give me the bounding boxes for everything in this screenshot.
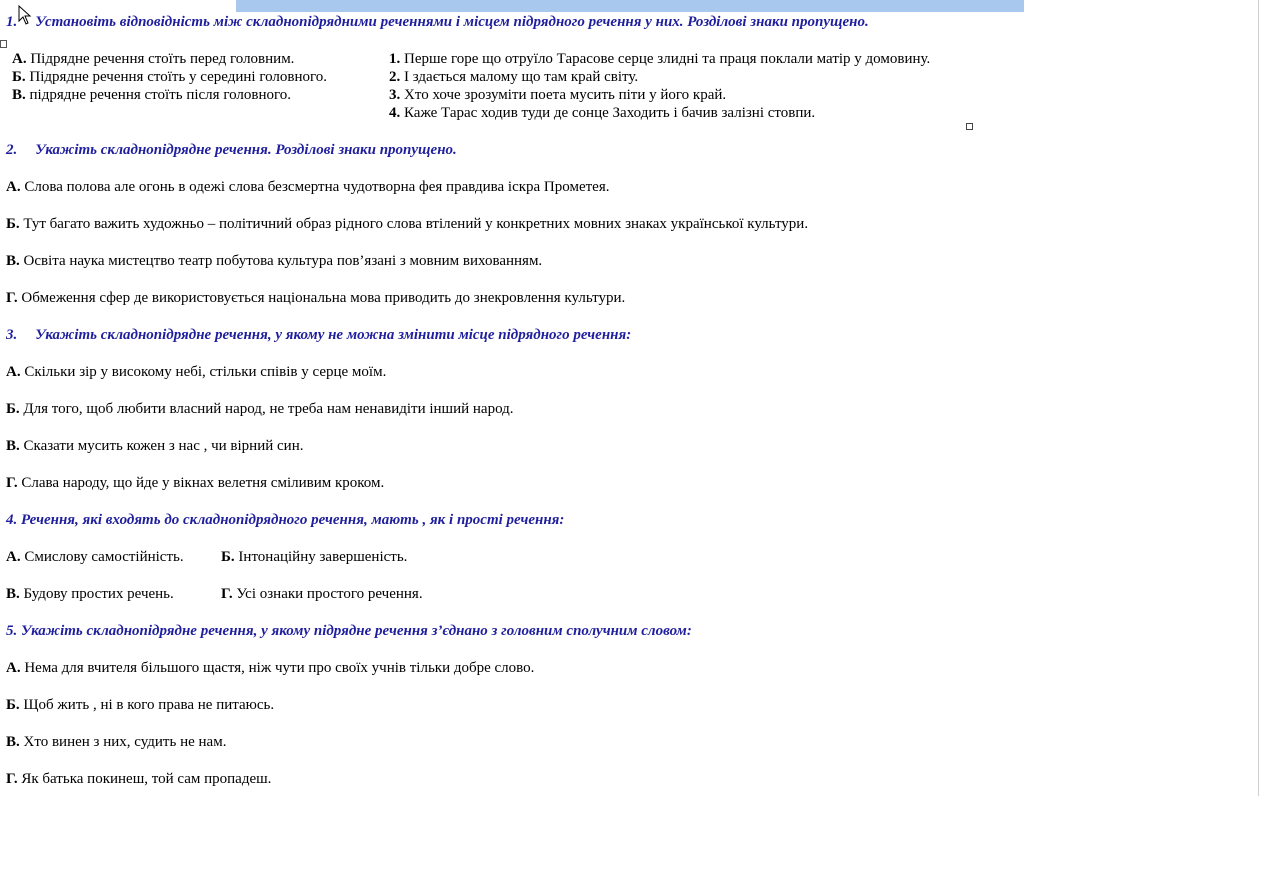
page-right-border <box>1258 0 1259 796</box>
q2-option: Б. Тут багато важить художньо – політичний образ рідного слова втілений у конкретних мовних знаках української культури. <box>6 216 809 232</box>
question-1-text: Установіть відповідність між складнопідрядними реченнями і місцем підрядного речення у них. Розділові знаки пропущено. <box>35 14 869 30</box>
q4-option: А. Смислову самостійність. <box>6 549 184 565</box>
q5-option: Б. Щоб жить , ні в кого права не питаюсь. <box>6 697 275 713</box>
question-2-number: 2. <box>6 142 18 158</box>
q2-option: Г. Обмеження сфер де використовується національна мова приводить до знекровлення культури. <box>6 290 626 306</box>
q4-option: Г. Усі ознаки простого речення. <box>221 586 423 602</box>
q1-left-item: А. Підрядне речення стоїть перед головним. <box>12 51 295 67</box>
q1-right-item: 4. Каже Тарас ходив туди де сонце Заходить і бачив залізні стовпи. <box>389 105 816 121</box>
question-3-text: Укажіть складнопідрядне речення, у якому не можна змінити місце підрядного речення: <box>35 327 632 343</box>
question-1-number: 1. <box>6 14 18 30</box>
q5-option: А. Нема для вчителя більшого щастя, ніж чути про своїх учнів тільки добре слово. <box>6 660 535 676</box>
question-3-number: 3. <box>6 327 18 343</box>
question-4-title: 4. Речення, які входять до складнопідрядного речення, мають , як і прості речення: <box>6 512 565 528</box>
q1-right-item: 1. Перше горе що отруїло Тарасове серце злидні та праця поклали матір у домовину. <box>389 51 931 67</box>
q1-right-item: 3. Хто хоче зрозуміти поета мусить піти у його край. <box>389 87 727 103</box>
q2-option: А. Слова полова але огонь в одежі слова безсмертна чудотворна фея правдива іскра Прометея. <box>6 179 610 195</box>
selection-highlight-bar <box>236 0 1024 12</box>
table-resize-handle[interactable] <box>966 123 973 130</box>
q3-option: Б. Для того, щоб любити власний народ, не треба нам ненавидіти інший народ. <box>6 401 514 417</box>
question-3-title <box>6 326 631 344</box>
q4-option: В. Будову простих речень. <box>6 586 174 602</box>
question-1-title <box>6 13 869 31</box>
question-2-title <box>6 141 457 159</box>
q3-option: В. Сказати мусить кожен з нас , чи вірний син. <box>6 438 304 454</box>
table-move-handle[interactable] <box>0 40 7 48</box>
q5-option: В. Хто винен з них, судить не нам. <box>6 734 227 750</box>
q3-option: Г. Слава народу, що йде у вікнах велетня сміливим кроком. <box>6 475 385 491</box>
q4-option: Б. Інтонаційну завершеність. <box>221 549 408 565</box>
q1-left-item: Б. Підрядне речення стоїть у середині головного. <box>12 69 328 85</box>
q2-option: В. Освіта наука мистецтво театр побутова культура пов’язані з мовним вихованням. <box>6 253 543 269</box>
q3-option: А. Скільки зір у високому небі, стільки співів у серце моїм. <box>6 364 387 380</box>
q1-left-item: В. підрядне речення стоїть після головного. <box>12 87 292 103</box>
q1-right-item: 2. І здається малому що там край світу. <box>389 69 639 85</box>
question-5-title: 5. Укажіть складнопідрядне речення, у якому підрядне речення з’єднано з головним сполучним словом: <box>6 623 692 639</box>
question-2-text: Укажіть складнопідрядне речення. Розділові знаки пропущено. <box>35 142 457 158</box>
q5-option: Г. Як батька покинеш, той сам пропадеш. <box>6 771 272 787</box>
